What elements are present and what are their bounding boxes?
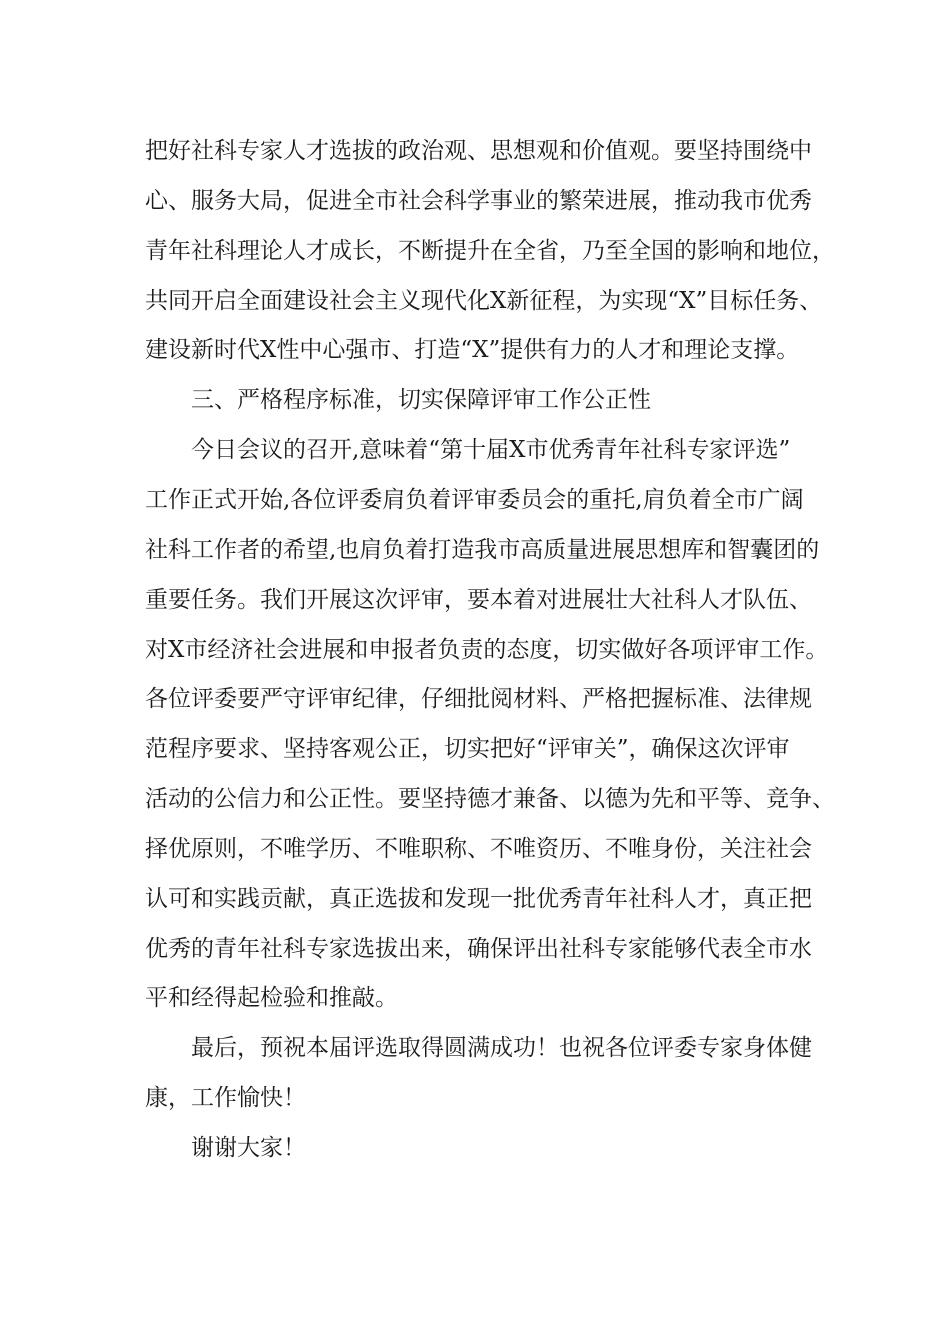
paragraph-line: 范程序要求、坚持客观公正，切实把好“评审关”，确保这次评审	[145, 736, 790, 762]
thanks-line: 谢谢大家！	[191, 1135, 306, 1161]
paragraph-line: 各位评委要严守评审纪律，仔细批阅材料、严格把握标准、法律规	[145, 686, 812, 712]
closing-line: 康，工作愉快！	[145, 1085, 306, 1111]
paragraph-line: 社科工作者的希望,也肩负着打造我市高质量进展思想库和智囊团的	[145, 537, 820, 563]
paragraph-line: 今日会议的召开,意味着“第十届X市优秀青年社科专家评选”	[191, 437, 791, 463]
paragraph-line: 对X市经济社会进展和申报者负责的态度，切实做好各项评审工作。	[145, 637, 829, 663]
paragraph-line: 择优原则，不唯学历、不唯职称、不唯资历、不唯身份，关注社会	[145, 836, 812, 862]
paragraph-line: 重要任务。我们开展这次评审，要本着对进展壮大社科人才队伍、	[145, 587, 812, 613]
paragraph-line: 青年社科理论人才成长，不断提升在全省，乃至全国的影响和地位，	[145, 238, 835, 264]
paragraph-line: 工作正式开始,各位评委肩负着评审委员会的重托,肩负着全市广阔	[145, 487, 804, 513]
paragraph-line: 心、服务大局，促进全市社会科学事业的繁荣进展，推动我市优秀	[145, 188, 812, 214]
paragraph-line: 优秀的青年社科专家选拔出来，确保评出社科专家能够代表全市水	[145, 936, 812, 962]
paragraph-line: 建设新时代X性中心强市、打造“X”提供有力的人才和理论支撑。	[145, 337, 800, 363]
section-heading: 三、严格程序标准，切实保障评审工作公正性	[191, 387, 651, 413]
paragraph-line: 活动的公信力和公正性。要坚持德才兼备、以德为先和平等、竞争、	[145, 786, 835, 812]
paragraph-line: 把好社科专家人才选拔的政治观、思想观和价值观。要坚持围绕中	[145, 138, 812, 164]
paragraph-line: 平和经得起检验和推敲。	[145, 985, 398, 1011]
paragraph-line: 共同开启全面建设社会主义现代化X新征程，为实现“X”目标任务、	[145, 288, 823, 314]
paragraph-line: 认可和实践贡献，真正选拔和发现一批优秀青年社科人才，真正把	[145, 886, 812, 912]
closing-line: 最后，预祝本届评选取得圆满成功！也祝各位评委专家身体健	[191, 1035, 812, 1061]
